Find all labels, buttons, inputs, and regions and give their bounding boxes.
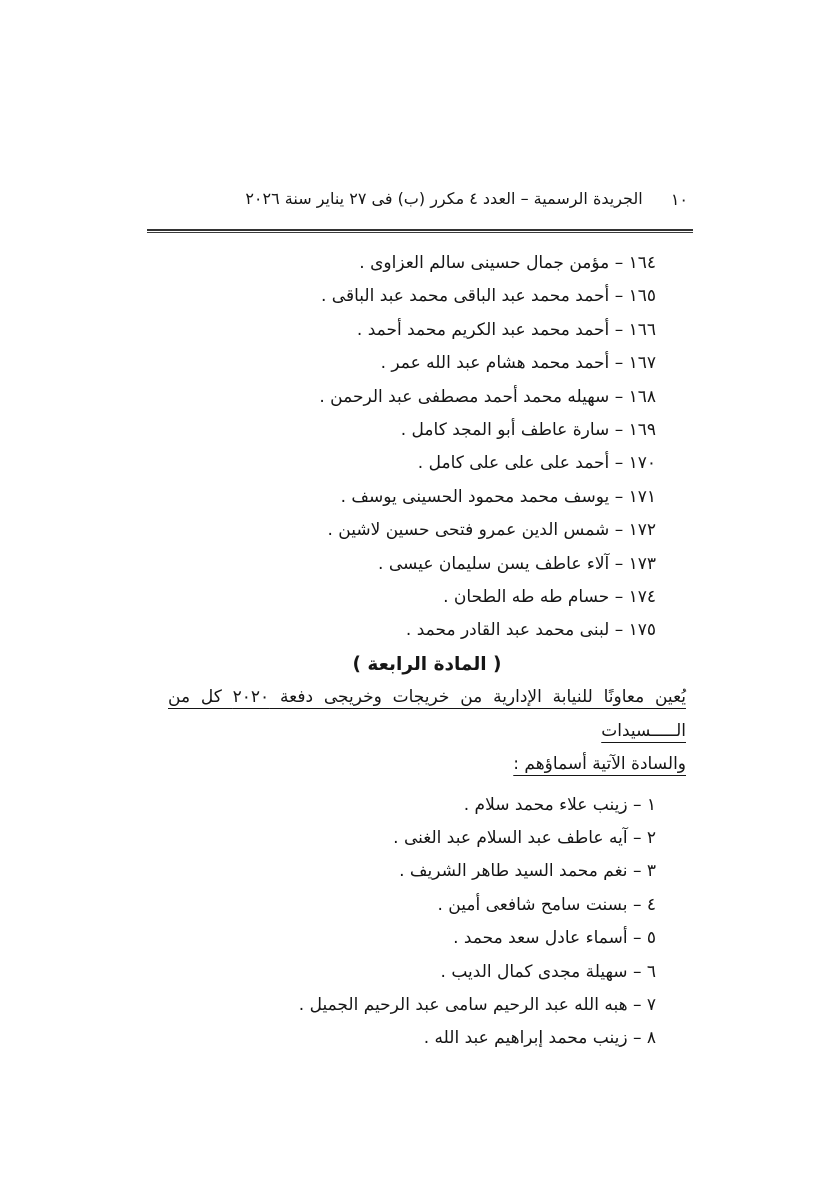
list-item	[168, 581, 656, 614]
item-number: ١٧٠	[628, 453, 656, 474]
item-dash: –	[614, 453, 624, 474]
gazette-header-title: الجريدة الرسمية – العدد ٤ مكرر (ب) فى ٢٧ يناير سنة ٢٠٢٦	[245, 189, 643, 208]
item-name: زينب محمد إبراهيم عبد الله	[434, 1028, 628, 1049]
item-period: .	[298, 994, 305, 1015]
list-item	[168, 1022, 656, 1055]
item-name: زينب علاء محمد سلام	[474, 794, 628, 815]
item-number: ٧	[646, 994, 656, 1015]
list-item	[168, 447, 656, 480]
list-item	[168, 956, 656, 989]
item-dash: –	[614, 286, 624, 307]
list-item	[168, 381, 656, 414]
item-number: ٥	[646, 928, 656, 949]
item-dash: –	[632, 894, 642, 915]
item-period: .	[319, 386, 325, 407]
item-name: أحمد محمد هشام عبد الله عمر	[391, 353, 610, 374]
item-number: ١٦٦	[628, 319, 656, 340]
item-number: ١٦٥	[628, 286, 656, 307]
item-dash: –	[632, 827, 642, 848]
item-name: آلاء عاطف يسن سليمان عيسى	[388, 553, 610, 574]
item-name: أحمد محمد عبد الباقى محمد عبد الباقى	[331, 286, 610, 307]
list-item	[168, 514, 656, 547]
item-name: أحمد على على على كامل	[428, 453, 610, 474]
article-four-intro-line-2: والسادة الآتية أسماؤهم :	[513, 754, 686, 775]
item-number: ٢	[646, 827, 656, 848]
item-dash: –	[614, 319, 624, 340]
page-content	[168, 247, 686, 1056]
item-period: .	[437, 894, 443, 915]
item-name: نغم محمد السيد طاهر الشريف	[409, 861, 628, 882]
item-period: .	[380, 353, 386, 374]
list-item	[168, 889, 656, 922]
article-four-roster-list	[168, 789, 686, 1056]
list-item	[168, 314, 656, 347]
item-number: ١	[646, 794, 656, 815]
item-dash: –	[614, 353, 624, 374]
item-period: .	[400, 420, 407, 441]
item-number: ١٦٨	[628, 386, 656, 407]
item-dash: –	[614, 386, 624, 407]
item-period: .	[327, 520, 333, 541]
list-item	[168, 822, 656, 855]
list-item	[168, 414, 656, 447]
item-name: سارة عاطف أبو المجد كامل	[411, 420, 610, 441]
item-period: .	[453, 928, 459, 949]
item-name: هبه الله عبد الرحيم سامى عبد الرحيم الجميل	[309, 994, 628, 1015]
list-item	[168, 247, 656, 280]
item-dash: –	[632, 994, 642, 1015]
item-name: مؤمن جمال حسينى سالم العزاوى	[370, 253, 610, 273]
list-item	[168, 614, 656, 647]
item-number: ٨	[646, 1028, 656, 1049]
item-period: .	[405, 620, 412, 641]
list-item	[168, 789, 656, 822]
item-dash: –	[632, 861, 642, 882]
item-number: ١٧١	[628, 486, 656, 507]
list-item	[168, 922, 656, 955]
list-item	[168, 989, 656, 1022]
list-item	[168, 548, 656, 581]
item-number: ١٧٢	[628, 520, 656, 541]
item-period: .	[320, 286, 327, 307]
article-four-intro-line-1: يُعين معاونًا للنيابة الإدارية من خريجات وخريجى دفعة ٢٠٢٠ كل من الـــــسيدات	[168, 687, 686, 741]
item-period: .	[359, 253, 365, 273]
item-number: ١٦٤	[628, 253, 656, 273]
item-dash: –	[614, 520, 624, 541]
item-name: شمس الدين عمرو فتحى حسين لاشين	[338, 520, 610, 541]
item-period: .	[440, 961, 446, 982]
item-name: لبنى محمد عبد القادر محمد	[416, 620, 610, 641]
item-number: ٦	[646, 961, 656, 982]
item-dash: –	[632, 961, 642, 982]
item-period: .	[443, 587, 449, 608]
item-period: .	[463, 794, 470, 815]
header-divider-rule	[147, 229, 693, 233]
item-name: أحمد محمد عبد الكريم محمد أحمد	[367, 319, 610, 340]
item-name: سهيلة مجدى كمال الديب	[451, 961, 628, 982]
item-period: .	[423, 1028, 430, 1049]
item-dash: –	[614, 486, 624, 507]
item-dash: –	[614, 420, 624, 441]
list-item	[168, 280, 656, 313]
item-name: حسام طه طه الطحان	[453, 587, 610, 608]
item-dash: –	[614, 620, 624, 641]
item-name: أسماء عادل سعد محمد	[463, 928, 628, 949]
item-dash: –	[614, 587, 624, 608]
roster-continued-list	[168, 247, 686, 648]
item-dash: –	[614, 253, 624, 273]
item-number: ١٧٣	[628, 553, 656, 574]
item-period: .	[417, 453, 424, 474]
masthead	[150, 189, 690, 219]
item-period: .	[356, 319, 363, 340]
item-number: ٣	[646, 861, 656, 882]
item-period: .	[378, 553, 384, 574]
item-number: ١٧٥	[628, 620, 656, 641]
article-four-heading: ( المادة الرابعة )	[352, 653, 502, 675]
item-name: سهيله محمد أحمد مصطفى عبد الرحمن	[330, 386, 610, 407]
list-item	[168, 481, 656, 514]
list-item	[168, 855, 656, 888]
item-number: ١٦٩	[628, 420, 656, 441]
item-name: بسنت سامح شافعى أمين	[448, 894, 628, 915]
page-number: ١٠	[670, 190, 688, 209]
item-number: ١٧٤	[628, 587, 656, 608]
item-period: .	[340, 486, 346, 507]
item-dash: –	[632, 1028, 642, 1049]
item-dash: –	[632, 794, 642, 815]
item-name: آيه عاطف عبد السلام عبد الغنى	[403, 827, 628, 848]
item-period: .	[393, 827, 399, 848]
list-item	[168, 347, 656, 380]
item-dash: –	[632, 928, 642, 949]
item-dash: –	[614, 553, 624, 574]
item-period: .	[399, 861, 405, 882]
item-number: ١٦٧	[628, 353, 656, 374]
item-number: ٤	[646, 894, 656, 915]
item-name: يوسف محمد محمود الحسينى يوسف	[351, 486, 610, 507]
